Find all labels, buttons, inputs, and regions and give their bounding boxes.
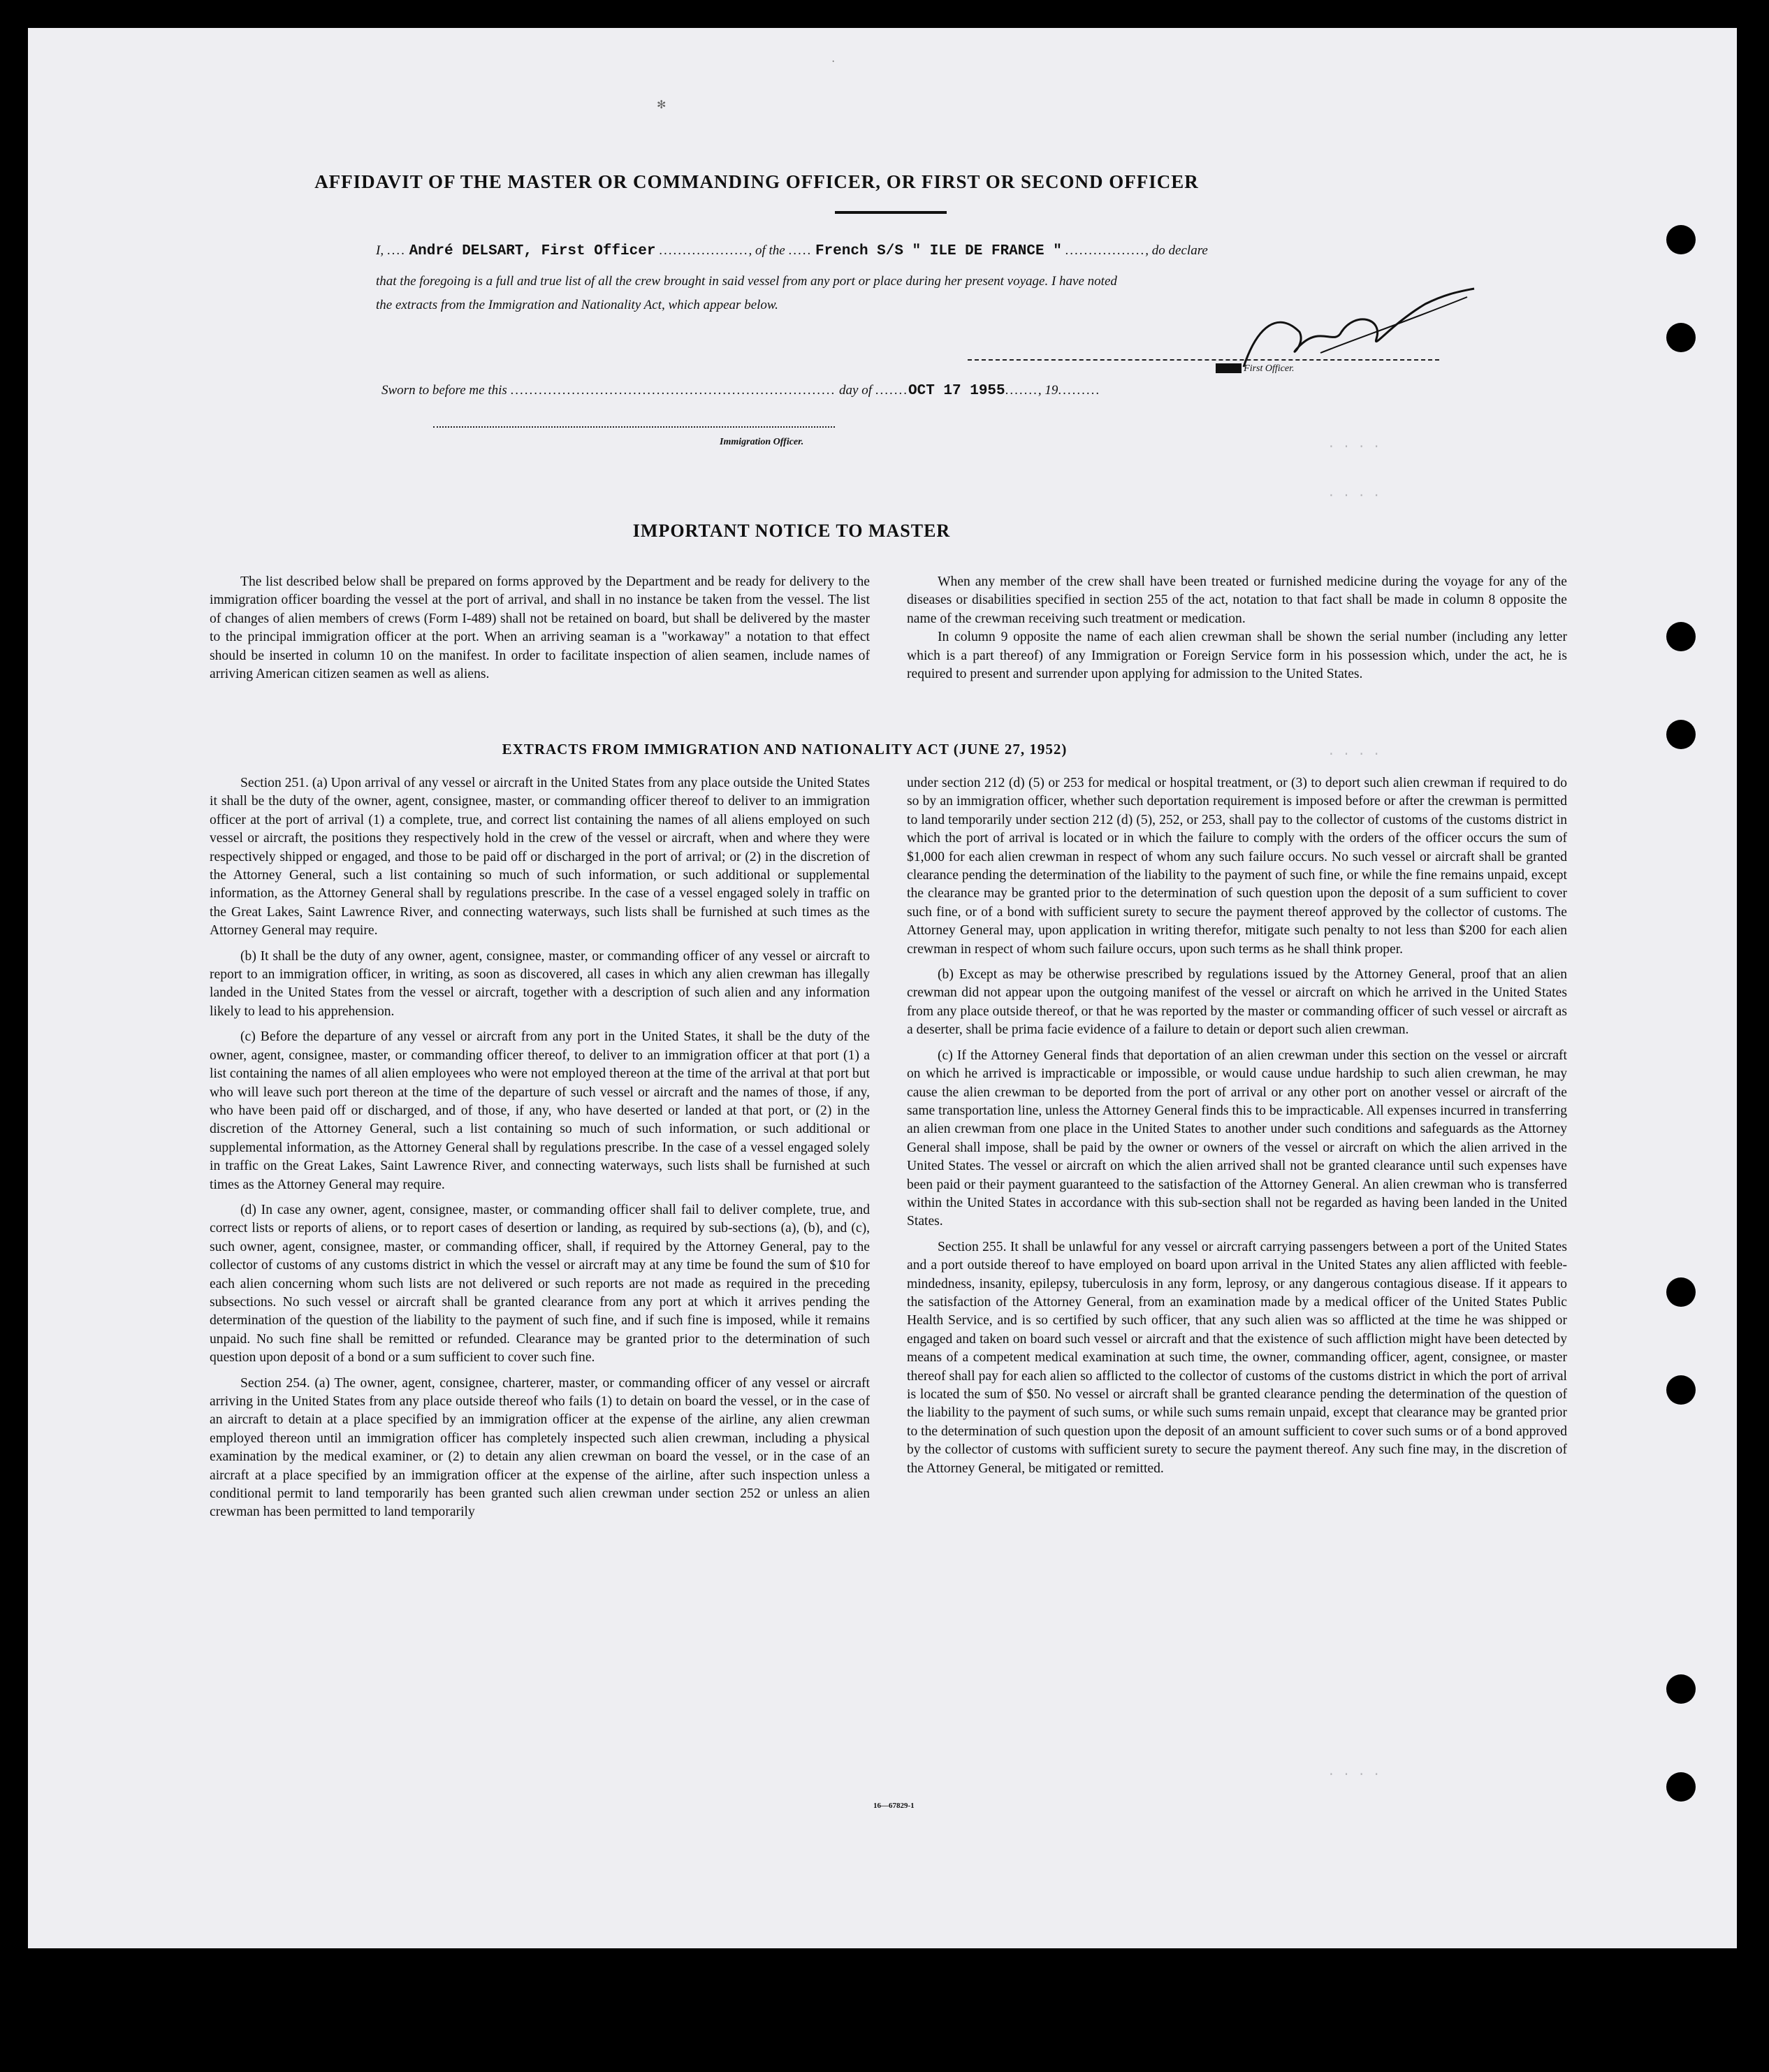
extracts-right-column [907,774,1567,1485]
title-underline [835,211,947,214]
officer-title [1216,363,1295,375]
punch-hole [1666,225,1696,254]
speck-mark: ✻ [657,99,667,111]
redaction-block: XXXXX [1216,363,1242,373]
punch-hole [1666,622,1696,651]
vessel-name: French S/S " ILE DE FRANCE " [815,243,1062,259]
date-stamp: OCT 17 1955 [908,383,1005,399]
sworn-prefix: Sworn to before me this [381,383,507,398]
notice-title: IMPORTANT NOTICE TO MASTER [632,521,951,541]
extracts-left-column [210,774,870,1529]
section-255: Section 255. It shall be unlawful for any vessel or aircraft carrying passengers between a port of the United States and a port outside thereof to have employed on board upon arrival in the United States any alien afflicted with feeble-mindedness, insanity, epilepsy, tuberculosis in any form, leprosy, or any dangerous contagious disease. If it appears to the satisfaction of the Attorney General, from an examination made by a medical officer of the United States Public Health Service, and is so certified by such officer, that any such alien was so afflicted at the time he was shipped or engaged and taken on board such vessel or aircraft and that the existence of such affliction might have been detected by means of a competent medical examination at such time, the owner, commanding officer, agent, consignee, or master thereof shall pay for each alien so afflicted to the collector of customs of the customs district in which the port of arrival is located the sum of $50. No vessel or aircraft shall be granted clearance pending the determination of the question of the liability to the payment of such sums, or while such sums remain unpaid, except that clearance may be granted prior to the determination of such question upon the deposit of an amount sufficient to cover such sums or of a bond approved by the collector of customs with sufficient surety to secure the payment thereof. Any such fine may, in the discretion of the Attorney General, be mitigated or remitted. [907,1239,1567,1476]
section-251-d: (d) In case any owner, agent, consignee, master, or commanding officer shall fail to deliver complete, true, and correct lists or reports of aliens, or to report cases of desertion or landing, as required by sub-sections (a), (b), and (c), such owner, agent, consignee, master, or commanding officer, shall, if required by the Attorney General, pay to the collector of customs of any customs district in which the vessel or aircraft may at any time be found the sum of $10 for each alien concerning whom such lists are not delivered or such reports are not made as required in the preceding subsections. No such vessel or aircraft shall be granted clearance from any port at which it arrives pending the determination of the question of the liability to the payment of such fine, and if such fine is imposed, while it remains unpaid. No such fine shall be remitted or refunded. Clearance may be granted prior to the determination of such question upon deposit of a bond or a sum sufficient to cover such fine. [210,1202,870,1365]
document-page [28,28,1737,1948]
section-254-c: (c) If the Attorney General finds that deportation of an alien crewman under this section on the vessel or aircraft on which he arrived is impracticable or impossible, or would cause undue hardship to such alien crewman, he may cause the alien crewman to be deported from the port of arrival or any other port on another vessel or aircraft of the same transportation line, unless the Attorney General finds this to be impracticable. All expenses incurred in transferring an alien crewman from one place in the United States to another under such conditions and safeguards as the Attorney General shall impose, shall be paid by the owner or owners of the vessel or aircraft on which the alien arrived in the United States. The vessel or aircraft on which the alien arrived shall not be granted clearance until such expenses have been paid or their payment guaranteed to the satisfaction of the Attorney General. An alien crewman who is transferred within the United States in accordance with this sub-section shall not be regarded as having been landed in the United States. [907,1048,1567,1229]
notice-left-column [210,573,870,690]
immigration-officer-line [433,426,835,428]
section-251-b: (b) It shall be the duty of any owner, agent, consignee, master, or commanding officer of any vessel or aircraft to report to an immigration officer, in writing, as soon as discovered, all cases in which any alien crewman has illegally landed in the United States from the vessel or aircraft, together with a description of such alien and any information likely to lead to his apprehension. [210,948,870,1019]
bleed-through-mark: · · · · [1327,748,1381,762]
declaration-line-3: the extracts from the Immigration and Nationality Act, which appear below. [376,298,778,312]
punch-hole [1666,1375,1696,1405]
bleed-through-mark: · · · · [1327,440,1381,454]
section-251-c: (c) Before the departure of any vessel or aircraft from any port in the United States, it shall be the duty of the owner, agent, consignee, master, or commanding officer thereof, to deliver to an immigration officer at that port (1) a list containing the names of all alien employees who were not employed thereon at the time of the arrival at that port but who will leave such port thereon at the time of the departure of such vessel or aircraft and the names of those, if any, who have been paid off or discharged, and of those, if any, who have deserted or landed at that port, or (2) in the discretion of the Attorney General, such a list containing so much of such information, or such additional or supplemental information, as the Attorney General shall by regulations prescribe. In the case of a vessel engaged solely in traffic on the Great Lakes, Saint Lawrence River, and connecting waterways, such lists shall be furnished at such times as the Attorney General may require. [210,1029,870,1192]
section-254-b: (b) Except as may be otherwise prescribed by regulations issued by the Attorney General, proof that an alien crewman did not appear upon the outgoing manifest of the vessel or aircraft on which he arrived in the United States from any place outside thereof, or that he was reported by the master or commanding officer of such vessel or aircraft as a deserter, shall be prima facie evidence of a failure to detain or deport such alien crewman. [907,967,1567,1038]
punch-hole [1666,1277,1696,1307]
declaration-line-2: that the foregoing is a full and true list of all the crew brought in said vessel from any port or place during her present voyage. I have noted [376,274,1117,289]
notice-right-column [907,573,1567,690]
immigration-officer-label: Immigration Officer. [720,437,804,447]
bleed-through-mark: · · · · [1327,489,1381,503]
officer-label: First Officer. [1244,363,1295,374]
section-251-a: Section 251. (a) Upon arrival of any vessel or aircraft in the United States from any place outside the United States it shall be the duty of the owner, agent, consignee, master, or commanding officer thereof to deliver to an immigration officer at the port of arrival (1) a complete, true, and correct list containing the names of all aliens employed on such vessel or aircraft, the positions they respectively hold in the crew of the vessel or aircraft, when and where they were respectively shipped or engaged, and those to be paid off or discharged in the port of arrival; or (2) in the discretion of the Attorney General, such a list containing so much of such information, or such additional or supplemental information, as the Attorney General shall by regulations prescribe. In the case of a vessel engaged solely in traffic on the Great Lakes, Saint Lawrence River, and connecting waterways, such lists shall be furnished at such times as the Attorney General may require. [210,776,870,939]
do-declare-label: , do declare [1145,243,1208,258]
declarant-name: André DELSART, First Officer [409,243,656,259]
section-254-a-continued: under section 212 (d) (5) or 253 for medical or hospital treatment, or (3) to deport such alien crewman if required to do so by an immigration officer, whether such deportation requirement is imposed before or after the crewman is permitted to land temporarily under section 212 (d) (5), 252, or 253, shall pay to the collector of customs of the customs district in which the port of arrival is located or in which the failure to comply with the orders of the officer occurs the sum of $1,000 for each alien crewman in respect of whom any such failure occurs. No such vessel or aircraft shall be granted clearance pending the determination of the liability to the payment of such fine, or while the fine remains unpaid, except the clearance may be granted prior to the determination of such question upon the deposit of a sum sufficient to cover such fine, or of a bond with sufficient surety to secure the payment thereof approved by the collector of customs. The Attorney General may, upon application in writing therefor, mitigate such penalty to not less than $200 for each alien crewman in respect of whom such failure occurs, upon such terms as he shall think proper. [907,776,1567,957]
declaration-line-1: I, .... André DELSART, First Officer ..................., of the ..... French S/S " ILE DE FRANCE " ................., do declare [376,243,1208,259]
day-of-label: day of [839,383,873,398]
form-number: 16—67829-1 [873,1802,915,1810]
page-title: AFFIDAVIT OF THE MASTER OR COMMANDING OFFICER, OR FIRST OR SECOND OFFICER [314,171,1199,192]
sworn-line: Sworn to before me this ..................................................................... day of .......OCT 17 1955......., 19......... [381,383,1101,399]
section-254-a: Section 254. (a) The owner, agent, consignee, charterer, master, or commanding officer of any vessel or aircraft arriving in the United States from any place outside thereof who fails (1) to detain on board the vessel, or in the case of an aircraft to detain at a place specified by an immigration officer at the expense of the airline, any alien crewman employed thereon until an immigration officer has completely inspected such alien crewman, including a physical examination by the medical examiner, or (2) to detain any alien crewman on board the vessel, or in the case of an aircraft at a place specified by an immigration officer at the expense of the airline, after such inspection unless a conditional permit to land temporarily has been granted such alien crewman under section 252 or unless an alien crewman has been permitted to land temporarily [210,1375,870,1520]
bleed-through-mark: · · · · [1327,1768,1381,1782]
punch-hole [1666,1772,1696,1802]
speck-mark: · [831,56,836,68]
notice-right-paragraph-1: When any member of the crew shall have been treated or furnished medicine during the voyage for any of the diseases or disabilities specified in section 255 of the act, notation to that fact shall be made in column 8 opposite the name of the crewman receiving such treatment or medication. [907,574,1567,626]
signature-line [968,359,1439,361]
declaration-prefix: I, [376,243,384,258]
of-the-label: , of the [748,243,785,258]
punch-hole [1666,323,1696,352]
year-prefix: , 19 [1038,383,1058,398]
punch-hole [1666,1674,1696,1704]
punch-hole [1666,720,1696,749]
extracts-title: EXTRACTS FROM IMMIGRATION AND NATIONALITY ACT (JUNE 27, 1952) [502,741,1068,758]
notice-right-paragraph-2: In column 9 opposite the name of each alien crewman shall be shown the serial number (including any letter which is a part thereof) of any Immigration or Foreign Service form in his possession which, under the act, he is required to present and surrender upon applying for admission to the United States. [907,630,1567,682]
notice-left-paragraph: The list described below shall be prepared on forms approved by the Department and be ready for delivery to the immigration officer boarding the vessel at the port of arrival, and shall in no instance be taken from the vessel. The list of changes of alien members of crews (Form I-489) shall not be retained on board, but shall be delivered by the master to the principal immigration officer at the port. When an arriving seaman is a "workaway" a notation to that effect should be inserted in column 10 on the manifest. In order to facilitate inspection of alien seamen, include names of arriving American citizen seamen as well as aliens. [210,574,870,682]
